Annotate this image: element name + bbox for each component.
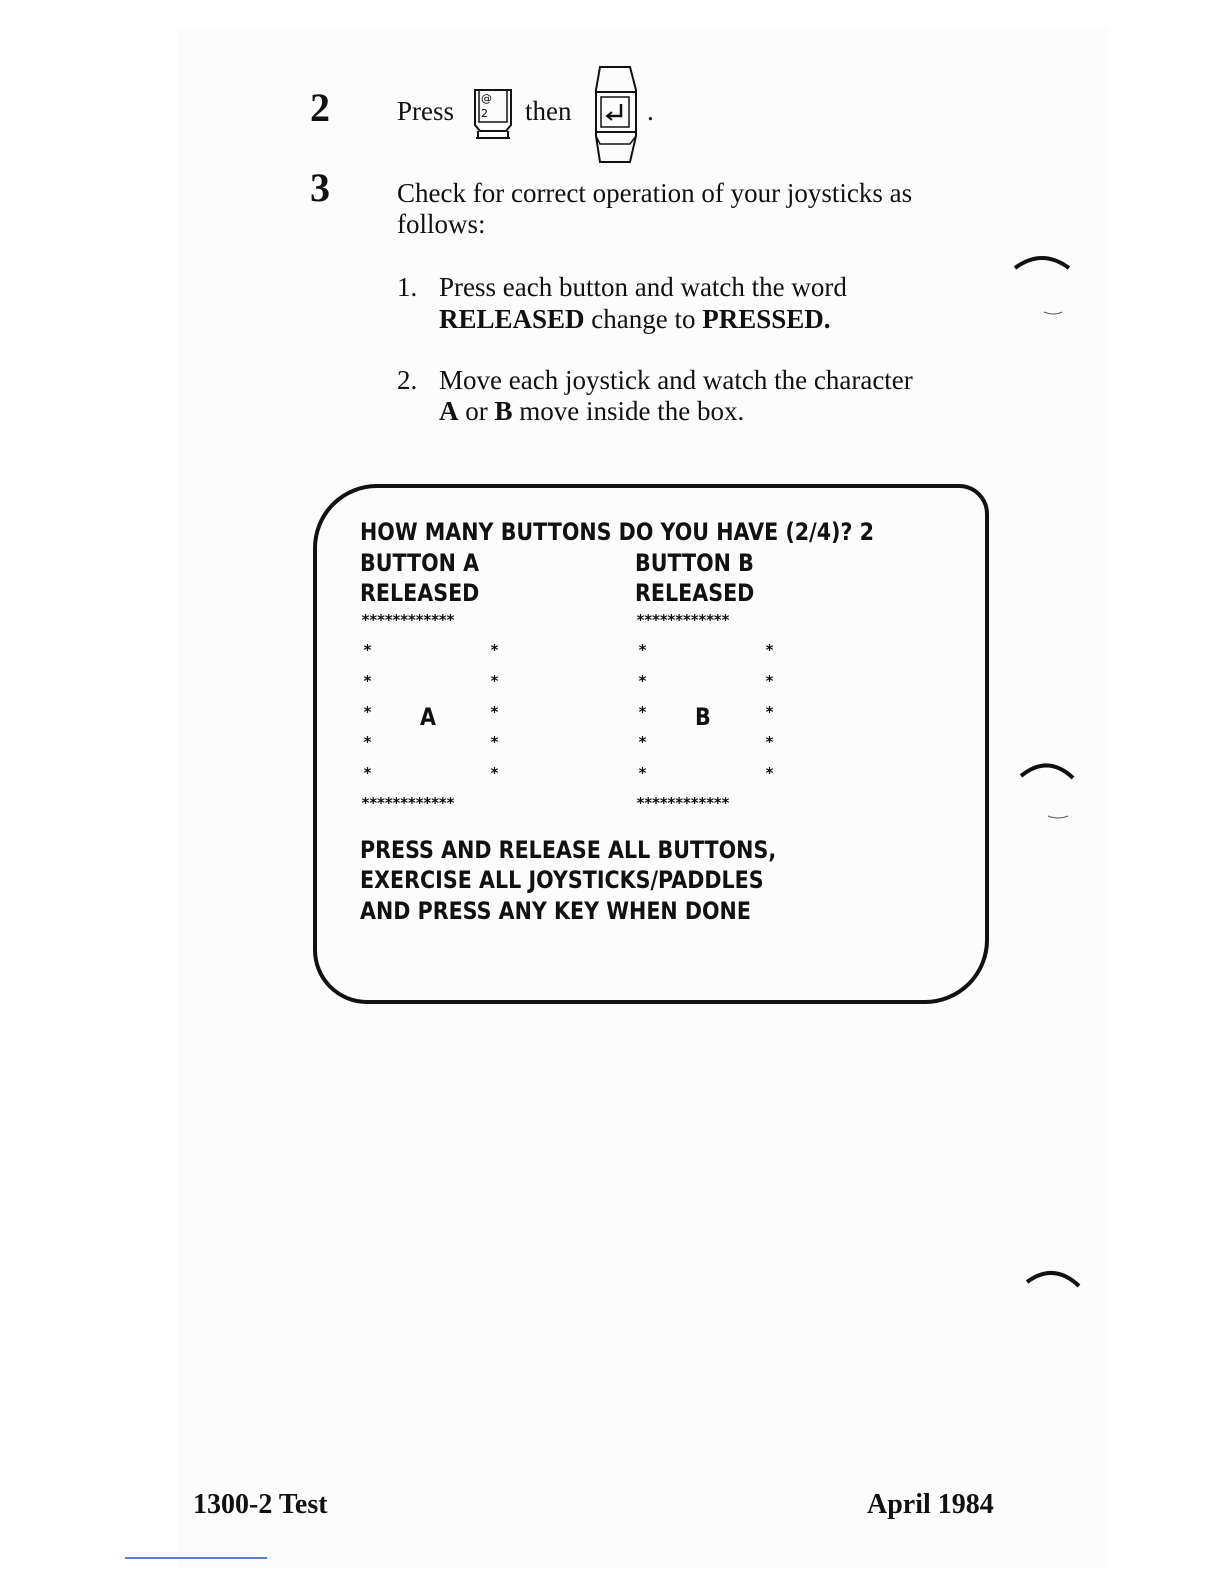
box-b-star: *	[765, 672, 775, 690]
item-2-line1: Move each joystick and watch the character	[439, 365, 913, 395]
step-3-text-line2: follows:	[397, 209, 486, 239]
then-label: then	[525, 96, 572, 126]
box-b-star: *	[765, 703, 775, 721]
binder-hole-mark-icon	[1024, 1260, 1084, 1300]
button-a-title: BUTTON A	[360, 549, 480, 577]
item-1-line1: Press each button and watch the word	[439, 272, 847, 302]
link-underline-divider	[125, 1557, 267, 1559]
box-b-star: *	[638, 733, 648, 751]
trailing-period: .	[647, 96, 654, 126]
footer-document-id: 1300-2 Test	[193, 1489, 328, 1520]
key-2-glyph: 2	[481, 107, 488, 120]
step-number-3: 3	[310, 165, 330, 210]
joystick-a-char: A	[420, 703, 436, 731]
box-a-star: *	[490, 764, 500, 782]
button-b-status: RELEASED	[635, 579, 755, 607]
pressed-word: PRESSED.	[702, 304, 831, 334]
box-a-star: *	[490, 703, 500, 721]
box-b-star: *	[765, 641, 775, 659]
screen-instruction-3: AND PRESS ANY KEY WHEN DONE	[360, 897, 751, 925]
box-b-top-border: ************	[636, 611, 729, 629]
char-a-word: A	[439, 396, 459, 426]
button-a-status: RELEASED	[360, 579, 480, 607]
box-a-star: *	[363, 641, 373, 659]
box-a-star: *	[490, 672, 500, 690]
box-b-star: *	[765, 764, 775, 782]
screen-instruction-2: EXERCISE ALL JOYSTICKS/PADDLES	[360, 866, 764, 894]
step-3-text-line1: Check for correct operation of your joysticks as	[397, 178, 913, 208]
box-a-star: *	[363, 733, 373, 751]
box-b-star: *	[638, 703, 648, 721]
box-b-star: *	[638, 641, 648, 659]
step-number-2: 2	[310, 85, 330, 130]
joystick-b-char: B	[695, 703, 711, 731]
button-b-title: BUTTON B	[635, 549, 754, 577]
box-b-bottom-border: ************	[636, 794, 729, 812]
binder-hole-mark-icon	[1012, 246, 1072, 322]
item-2-line2	[439, 396, 744, 427]
item-2-number: 2.	[397, 365, 418, 395]
box-a-star: *	[363, 672, 373, 690]
item-1-line2	[439, 304, 831, 335]
box-a-star: *	[490, 733, 500, 751]
box-a-star: *	[363, 703, 373, 721]
box-a-top-border: ************	[361, 611, 454, 629]
enter-key-icon	[592, 64, 640, 166]
screen-prompt: HOW MANY BUTTONS DO YOU HAVE (2/4)? 2	[360, 518, 875, 546]
change-to-text: change to	[591, 304, 696, 334]
char-b-word: B	[494, 396, 513, 426]
box-b-star: *	[638, 764, 648, 782]
binder-hole-mark-icon	[1018, 752, 1078, 828]
box-b-star: *	[638, 672, 648, 690]
released-word: RELEASED	[439, 304, 585, 334]
move-inside-text: move inside the box.	[519, 396, 745, 426]
box-a-star: *	[363, 764, 373, 782]
box-a-star: *	[490, 641, 500, 659]
press-label: Press	[397, 96, 455, 126]
item-1-number: 1.	[397, 272, 418, 302]
key-at-glyph: @	[481, 92, 492, 105]
screen-instruction-1: PRESS AND RELEASE ALL BUTTONS,	[360, 836, 777, 864]
box-b-star: *	[765, 733, 775, 751]
or-text: or	[465, 396, 488, 426]
at-2-key-icon	[470, 87, 516, 139]
box-a-bottom-border: ************	[361, 794, 454, 812]
footer-date: April 1984	[867, 1489, 994, 1520]
